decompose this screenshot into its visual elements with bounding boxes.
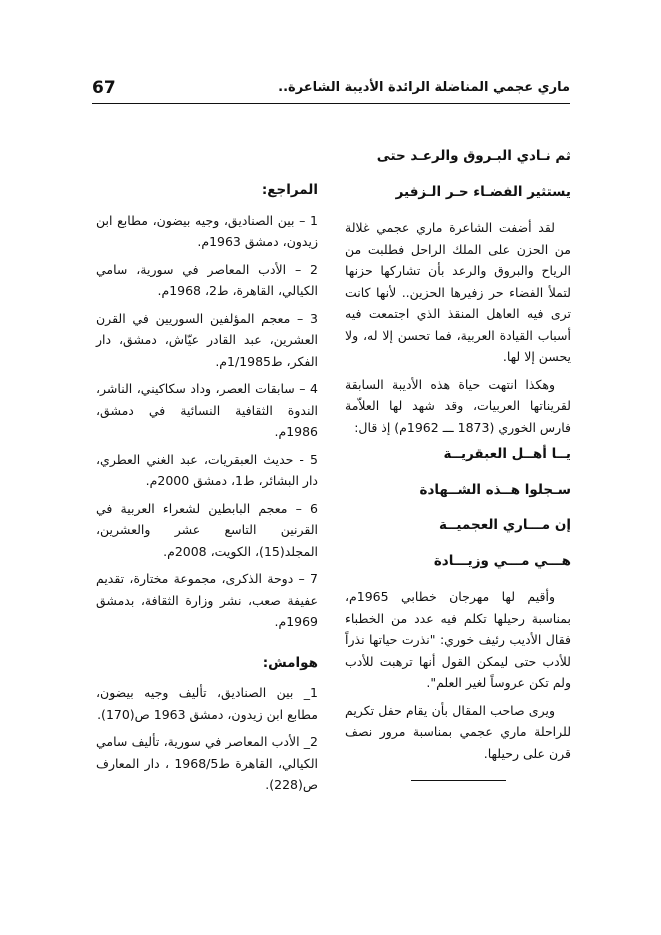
poem-line: إن مـــاري العجميــة [439,517,571,533]
reference-item: 7 – دوحة الذكرى، مجموعة مختارة، تقديم عفيفة صعب، نشر وزارة الثقافة، بدمشق 1969م. [96,571,318,629]
notes-heading: هوامش: [262,654,318,671]
references-heading: المراجع: [261,182,318,198]
header-rule [92,103,570,104]
reference-item: 5 - حديث العبقريات، عبد الغني العطري، دار البشائر، ط1، دمشق 2000م. [96,451,318,488]
page-number: 67 [92,78,116,98]
paragraph: وهكذا انتهت حياة هذه الأديبة السابقة لقريناتها العربيات، وقد شهد لها العلاّمة فارس الخوري (1873 ـــ 1962م) إذ قال: [345,376,571,435]
paragraph: وأقيم لها مهرجان خطابي 1965م، بمناسبة رحيلها تكلم فيه عدد من الخطباء فقال الأديب رئيف خوري: "نذرت حياتها نذراً للأدب حتى ليمكن القول أنها ترهبت للأدب ولم تكن عروساً لغير العلم". [345,589,571,690]
running-title: ماري عجمي المناضلة الرائدة الأديبة الشاعرة.. [278,80,570,95]
paragraph: ويرى صاحب المقال بأن يقام حفل تكريم للراحلة ماري عجمي بمناسبة مرور نصف قرن على رحيلها. [345,702,571,761]
poem-line: سـجلوا هــذه الشــهادة [419,481,571,498]
reference-item: 2 – الأدب المعاصر في سورية، سامي الكيالي، القاهرة، ط2، 1968م. [96,261,318,298]
reference-item: 3 – معجم المؤلفين السوريين في القرن العشرين، عبد القادر عيّاش، دمشق، دار الفكر، ط1/1985م. [96,310,318,369]
note-item: 2_ الأدب المعاصر في سورية، تأليف سامي الكيالي، القاهرة ط1968/5 ، دار المعارف ص(228). [96,734,318,792]
reference-item: 1 – بين الصناديق، وجيه بيضون، مطابع ابن زيدون، دمشق 1963م. [96,212,318,249]
end-rule [411,780,506,781]
poem-line: يــا أهــل العبقريــة [443,446,571,462]
poem-line: يستثير الفضـاء حـر الـزفير [395,183,571,200]
reference-item: 4 – سابقات العصر، وداد سكاكيني، الناشر، الندوة الثقافية النسائية في دمشق، 1986م. [96,381,318,439]
note-item: 1_ بين الصناديق، تأليف وجيه بيضون، مطابع ابن زيدون، دمشق 1963 ص(170). [96,685,318,722]
references-column [96,180,318,802]
reference-item: 6 – معجم البابطين لشعراء العربية في القرنين التاسع عشر والعشرين، المجلد(15)، الكويت، 2008م. [96,500,318,559]
poem-line: هـــي مـــي وزيـــادة [433,552,571,569]
main-text-column [345,146,571,781]
paragraph: لقد أضفت الشاعرة ماري عجمي غلالة من الحزن على الملك الراحل فطلبت من الرياح والبروق والرعد بأن تشاركها حزنها لتملأ الفضاء حر زفيرها الحزين.. لأنها كانت ترى فيه العاهل المنقذ الذي اجتمعت فيه أسباب القيادة العربية، فما تحسن إلا له، ولا يحسن إلا لها. [345,220,571,364]
section-gap [96,639,318,653]
page-header [92,76,570,106]
poem-line: ثم نـادي البـروق والرعـد حتى [376,148,571,164]
